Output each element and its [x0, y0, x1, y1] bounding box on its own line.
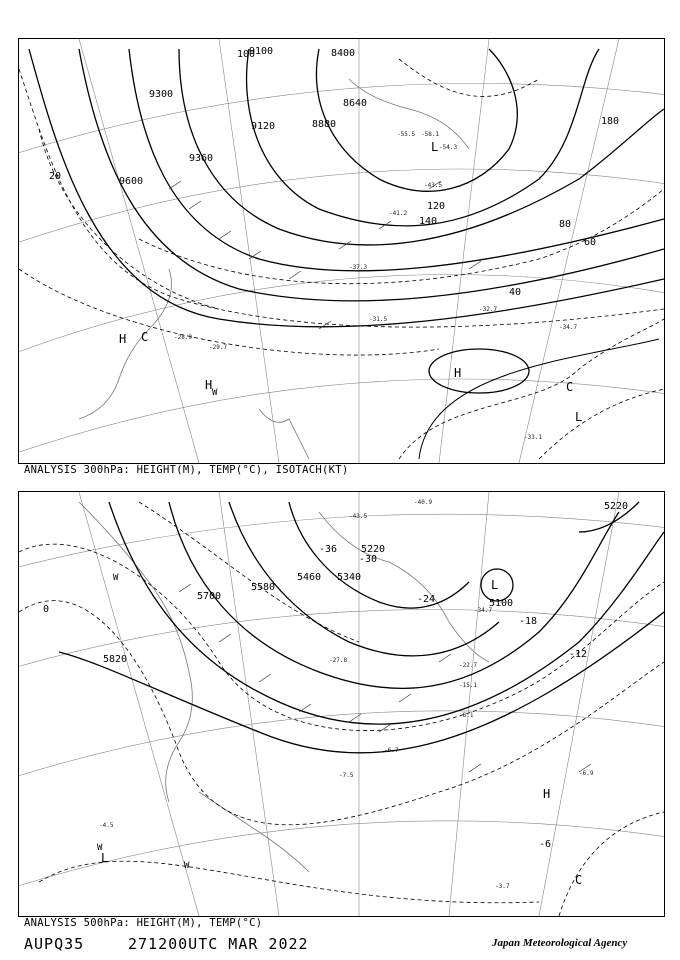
isotach-label: 80: [559, 219, 572, 230]
height-label: 5100: [489, 598, 514, 609]
map-300hpa-canvas: [19, 39, 664, 463]
height-label: 8400: [331, 48, 356, 59]
pressure-centers: [97, 573, 582, 887]
height-label: 9300: [149, 89, 174, 100]
height-label: 9120: [251, 121, 276, 132]
cold-center-label: C: [566, 380, 574, 394]
svg-text:-41.2: -41.2: [389, 210, 408, 217]
isotach-label: 180: [601, 116, 620, 127]
height-label: 5340: [337, 572, 362, 583]
warm-center-label: W: [113, 573, 119, 583]
graticule: [19, 492, 664, 916]
low-center-label: L: [491, 578, 499, 592]
height-label: 9600: [119, 176, 144, 187]
map-panel-300hpa: [18, 38, 665, 464]
svg-text:-4.5: -4.5: [99, 822, 114, 829]
height-labels: [119, 46, 367, 187]
cold-center-label: C: [575, 873, 583, 887]
height-label: 5220: [361, 544, 386, 555]
svg-text:-8.1: -8.1: [459, 712, 474, 719]
svg-text:-54.3: -54.3: [439, 144, 458, 151]
high-center-label: H: [205, 378, 213, 392]
pressure-centers: [119, 140, 582, 424]
svg-text:-15.1: -15.1: [459, 682, 478, 689]
caption-500hpa: ANALYSIS 500hPa: HEIGHT(M), TEMP(°C): [24, 917, 263, 929]
isotherm-labels: [43, 544, 587, 850]
map-500hpa-canvas: [19, 492, 664, 916]
height-labels: [103, 501, 628, 665]
isotherm-label: -36: [319, 544, 338, 555]
svg-text:-43.5: -43.5: [424, 182, 443, 189]
isotherm-contours: [19, 502, 664, 916]
map-panel-500hpa: [18, 491, 665, 917]
cold-center-label: C: [141, 330, 149, 344]
temperature-samples: [99, 499, 594, 890]
svg-text:-34.7: -34.7: [474, 607, 493, 614]
product-code: AUPQ35: [24, 935, 85, 953]
height-label: 5220: [604, 501, 629, 512]
svg-text:-7.5: -7.5: [339, 772, 354, 779]
high-center-label: H: [119, 332, 127, 346]
svg-text:-28.9: -28.9: [174, 334, 193, 341]
isotach-label: 60: [584, 237, 597, 248]
isotach-label: 120: [427, 201, 446, 212]
isotherm-label: -18: [519, 616, 538, 627]
isotherm-label: 0: [43, 604, 50, 615]
svg-text:-6.7: -6.7: [384, 747, 399, 754]
height-label: 5580: [251, 582, 276, 593]
warm-center-label: W: [212, 388, 218, 398]
caption-300hpa: ANALYSIS 300hPa: HEIGHT(M), TEMP(°C), ISOTACH(KT): [24, 464, 349, 476]
isotherm-label: -12: [569, 649, 588, 660]
svg-text:-34.7: -34.7: [559, 324, 578, 331]
height-label: 9360: [189, 153, 214, 164]
isotach-label: 140: [419, 216, 438, 227]
svg-text:-3.7: -3.7: [495, 883, 510, 890]
low-center-label: L: [101, 851, 109, 865]
svg-text:-31.5: -31.5: [369, 316, 388, 323]
isotach-label: 40: [509, 287, 522, 298]
isotherm-label: -30: [359, 554, 378, 565]
height-contours: [29, 49, 664, 459]
graticule: [19, 39, 664, 463]
wind-barbs: [179, 584, 591, 772]
height-label: 8640: [343, 98, 368, 109]
svg-text:-37.3: -37.3: [349, 264, 368, 271]
low-center-label: L: [431, 140, 439, 154]
svg-text:-43.5: -43.5: [349, 513, 368, 520]
low-center-label: L: [575, 410, 583, 424]
isotach-label: 100: [237, 49, 256, 60]
svg-text:-55.5: -55.5: [397, 131, 416, 138]
high-center-label: H: [543, 787, 551, 801]
valid-time: 271200UTC MAR 2022: [128, 935, 309, 953]
warm-center-label: W: [184, 861, 190, 871]
isotach-label: 20: [49, 171, 62, 182]
height-contours: [59, 502, 664, 753]
height-label: 5460: [297, 572, 322, 583]
svg-text:-32.7: -32.7: [479, 306, 498, 313]
height-label: 9100: [249, 46, 274, 57]
svg-text:-22.7: -22.7: [459, 662, 478, 669]
svg-text:-6.9: -6.9: [579, 770, 594, 777]
svg-text:-33.1: -33.1: [524, 434, 543, 441]
height-label: 8880: [312, 119, 337, 130]
isotherm-label: -6: [539, 839, 552, 850]
isotherm-label: -24: [417, 594, 436, 605]
svg-text:-58.1: -58.1: [421, 131, 440, 138]
height-label: 5820: [103, 654, 128, 665]
high-center-label: H: [454, 366, 462, 380]
svg-text:-27.8: -27.8: [329, 657, 348, 664]
height-label: 5700: [197, 591, 222, 602]
agency-name: Japan Meteorological Agency: [492, 937, 628, 949]
warm-center-label: W: [97, 843, 103, 853]
svg-text:-29.7: -29.7: [209, 344, 228, 351]
svg-text:-40.9: -40.9: [414, 499, 433, 506]
